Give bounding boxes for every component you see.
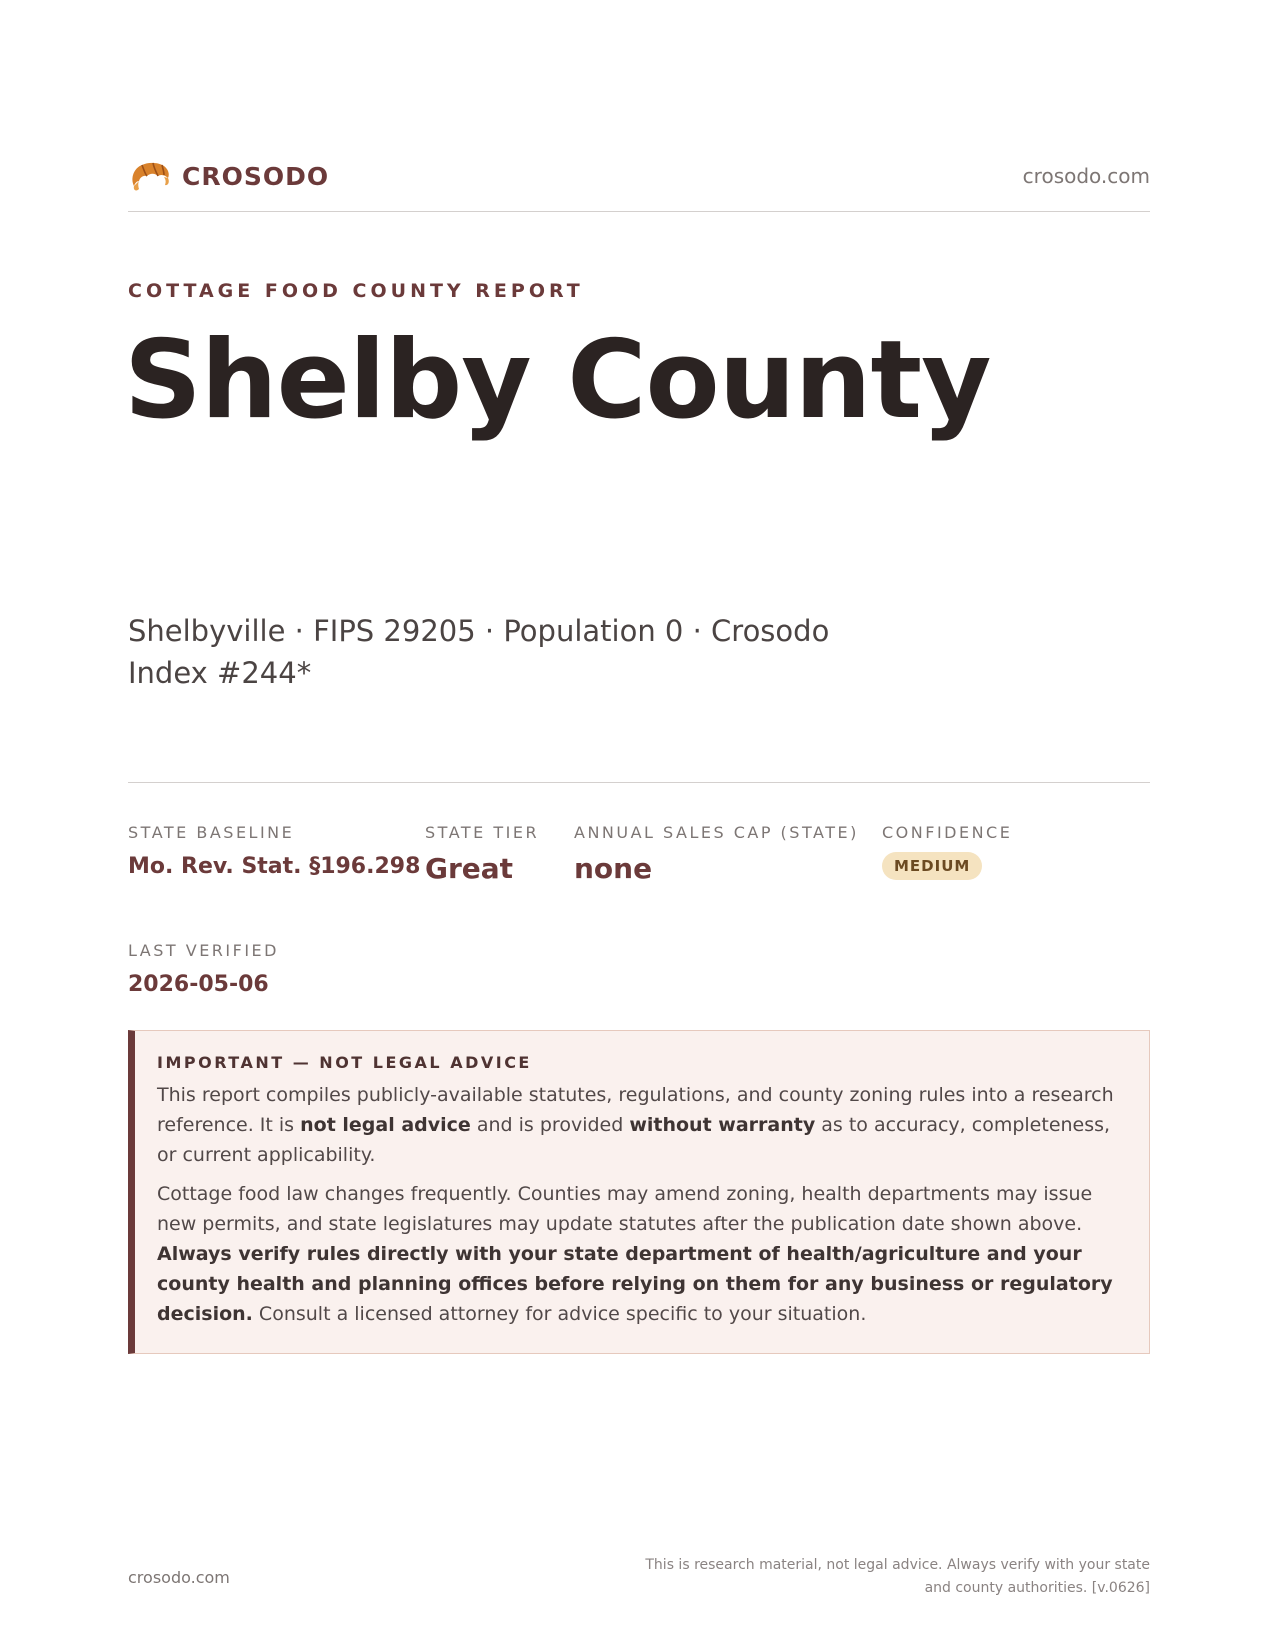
stat-value: none bbox=[574, 852, 653, 885]
page-header bbox=[128, 156, 1150, 212]
footer-url[interactable]: crosodo.com bbox=[128, 1568, 230, 1587]
page-title: Shelby County bbox=[124, 318, 991, 443]
stat-value: Great bbox=[425, 852, 514, 885]
disclaimer-paragraph bbox=[157, 1179, 1125, 1329]
brand[interactable] bbox=[128, 156, 329, 196]
stat-label: ANNUAL SALES CAP (STATE) bbox=[574, 823, 859, 842]
stat-confidence bbox=[882, 823, 1012, 880]
legal-disclaimer bbox=[128, 1030, 1150, 1354]
stat-label: LAST VERIFIED bbox=[128, 941, 279, 960]
stat-label: STATE TIER bbox=[425, 823, 540, 842]
header-url[interactable]: crosodo.com bbox=[1022, 164, 1150, 188]
disclaimer-text: Consult a licensed attorney for advice specific to your situation. bbox=[252, 1303, 867, 1325]
confidence-badge: MEDIUM bbox=[882, 852, 982, 880]
disclaimer-text: This report compiles publicly-available statutes, regulations, and county zoning rules into a research reference. It is bbox=[157, 1084, 1114, 1136]
disclaimer-title: IMPORTANT — NOT LEGAL ADVICE bbox=[157, 1053, 532, 1072]
stat-value: 2026-05-06 bbox=[128, 972, 269, 997]
county-meta: Shelbyville · FIPS 29205 · Population 0 · Crosodo Index #244* bbox=[128, 614, 830, 690]
stat-sales-cap bbox=[574, 823, 859, 885]
section-divider bbox=[128, 782, 1150, 783]
disclaimer-paragraph bbox=[157, 1080, 1125, 1170]
disclaimer-emphasis: not legal advice bbox=[300, 1114, 471, 1136]
disclaimer-text: and is provided bbox=[470, 1114, 630, 1136]
footer-note bbox=[630, 1554, 1150, 1600]
disclaimer-emphasis: without warranty bbox=[629, 1114, 816, 1136]
report-eyebrow: COTTAGE FOOD COUNTY REPORT bbox=[128, 280, 584, 302]
croissant-icon bbox=[128, 156, 172, 196]
stat-label: STATE BASELINE bbox=[128, 823, 295, 842]
disclaimer-emphasis: Always verify rules directly with your state department of health/agriculture and your county health and planning offices before relying on them for any business or regulatory decision. bbox=[157, 1243, 1113, 1325]
stat-state-tier bbox=[425, 823, 539, 885]
stat-value: Mo. Rev. Stat. §196.298 bbox=[128, 854, 421, 879]
disclaimer-text: Cottage food law changes frequently. Counties may amend zoning, health departments may issue new permits, and state legislatures may update statutes after the publication date shown above. bbox=[157, 1183, 1093, 1235]
stat-last-verified bbox=[128, 941, 279, 997]
footer-note-line: and county authorities. [v.0626] bbox=[924, 1580, 1150, 1596]
disclaimer-text: as to accuracy, completeness, or current applicability. bbox=[157, 1114, 1111, 1166]
stat-label: CONFIDENCE bbox=[882, 823, 1013, 842]
brand-name: CROSODO bbox=[182, 161, 330, 191]
footer-note-line: This is research material, not legal advice. Always verify with your state bbox=[645, 1557, 1150, 1573]
stat-state-baseline bbox=[128, 823, 420, 879]
